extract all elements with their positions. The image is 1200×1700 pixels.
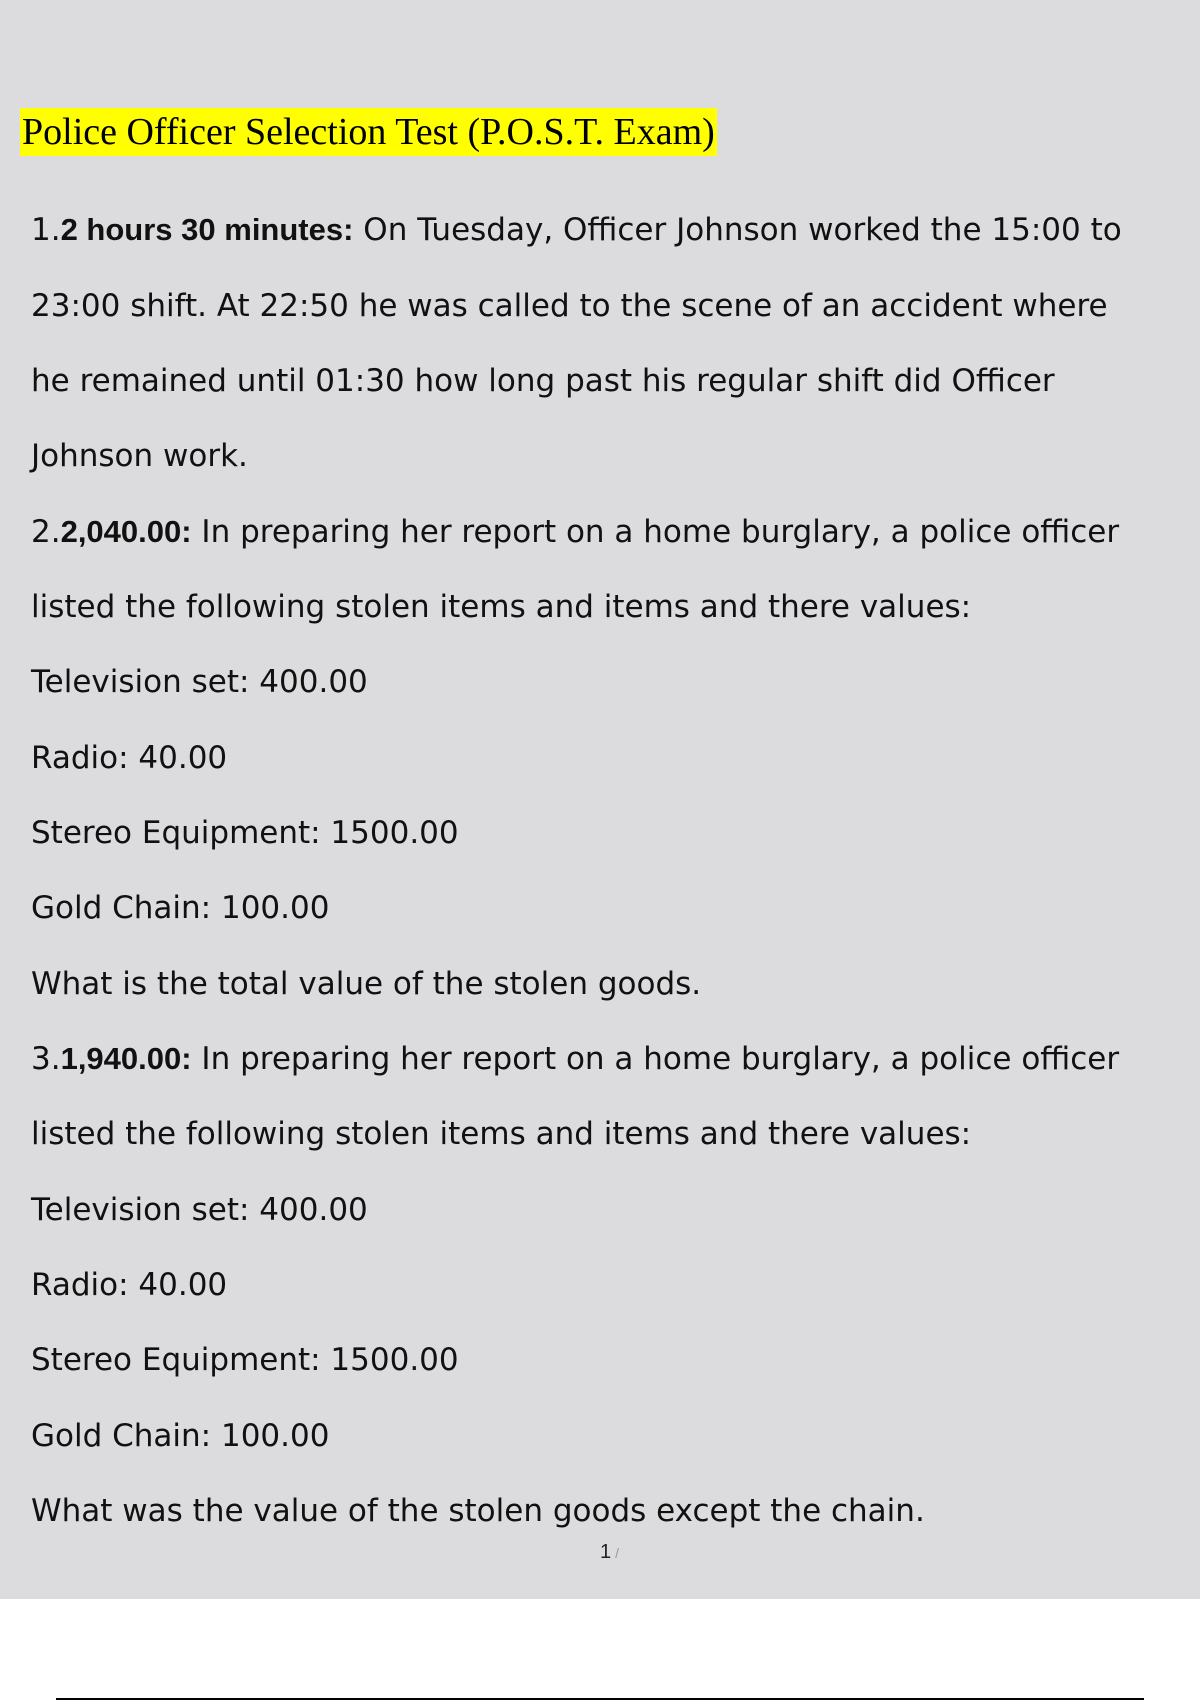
question-2-text: In preparing her report on a home burglary, a police officer <box>191 514 1120 550</box>
question-2-first-line <box>31 514 1119 550</box>
page-number-value: 1 <box>600 1541 612 1563</box>
question-2-item: Television set: 400.00 <box>31 664 368 700</box>
question-2-answer: 2,040.00: <box>60 514 192 549</box>
question-3-item: Gold Chain: 100.00 <box>31 1418 330 1454</box>
question-3-item: Television set: 400.00 <box>31 1192 368 1228</box>
question-3-answer: 1,940.00: <box>60 1041 192 1076</box>
question-1-line: he remained until 01:30 how long past his regular shift did Officer <box>31 363 1055 399</box>
question-3-line: What was the value of the stolen goods except the chain. <box>31 1493 925 1529</box>
question-1-line: Johnson work. <box>31 438 248 474</box>
page-number <box>600 1541 619 1564</box>
document-title: Police Officer Selection Test (P.O.S.T. Exam) <box>20 108 717 156</box>
question-2-item: Stereo Equipment: 1500.00 <box>31 815 459 851</box>
question-1-number: 1. <box>31 212 61 248</box>
question-1-text: On Tuesday, Officer Johnson worked the 15:00 to <box>353 212 1122 248</box>
question-1-line: 23:00 shift. At 22:50 he was called to the scene of an accident where <box>31 288 1108 324</box>
question-3-line: listed the following stolen items and items and there values: <box>31 1116 972 1152</box>
question-1-first-line <box>31 212 1122 248</box>
question-2-number: 2. <box>31 514 61 550</box>
question-2-item: Gold Chain: 100.00 <box>31 890 330 926</box>
question-1-answer: 2 hours 30 minutes: <box>60 212 354 247</box>
question-2-line: What is the total value of the stolen goods. <box>31 966 702 1002</box>
question-3-item: Stereo Equipment: 1500.00 <box>31 1342 459 1378</box>
question-3-text: In preparing her report on a home burglary, a police officer <box>191 1041 1120 1077</box>
question-3-item: Radio: 40.00 <box>31 1267 228 1303</box>
question-3-number: 3. <box>31 1041 61 1077</box>
question-2-line: listed the following stolen items and items and there values: <box>31 589 972 625</box>
page-number-separator: / <box>615 1545 620 1561</box>
question-2-item: Radio: 40.00 <box>31 740 228 776</box>
question-3-first-line <box>31 1041 1119 1077</box>
